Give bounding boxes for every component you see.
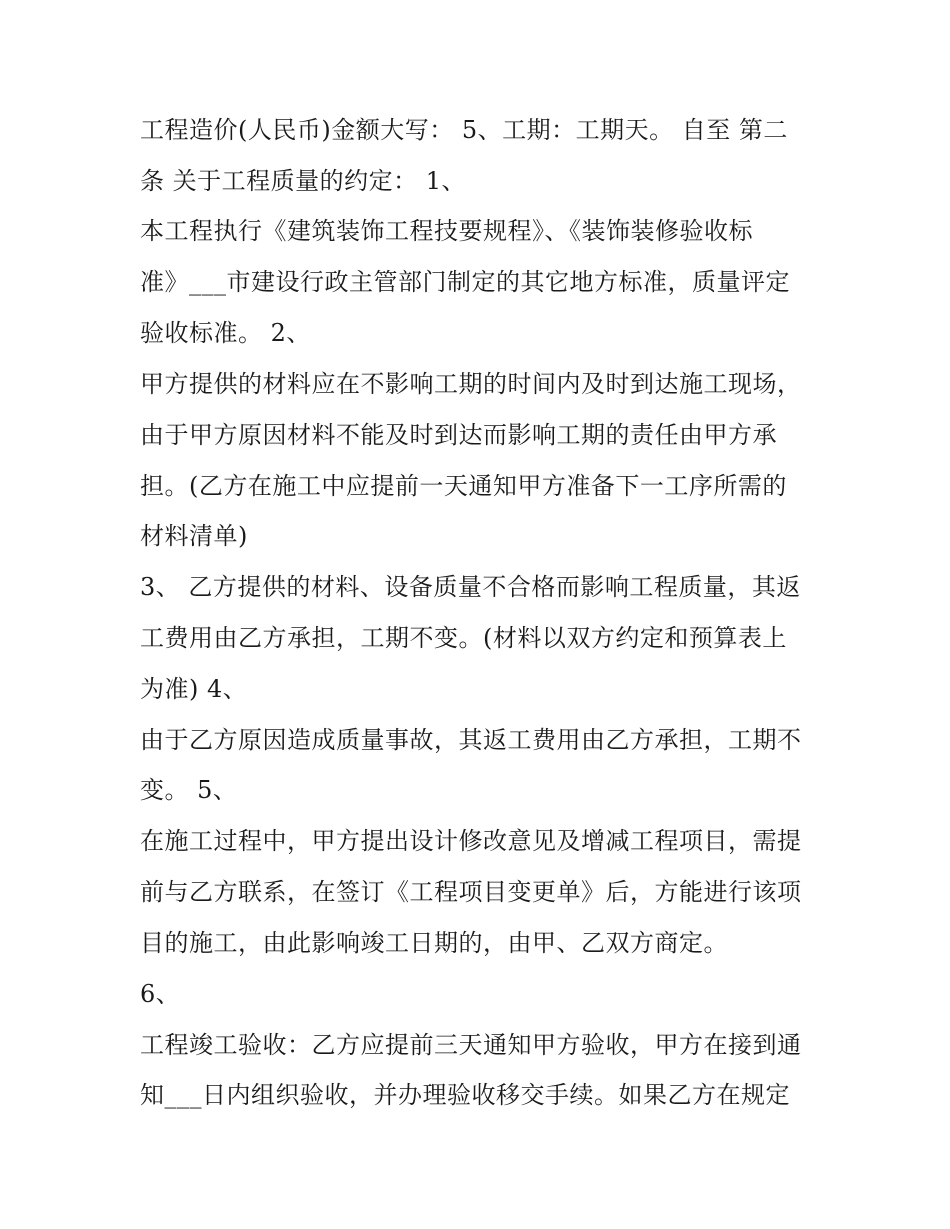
text-line: 为准) 4、 (140, 675, 248, 703)
text-line: 甲方提供的材料应在不影响工期的时间内及时到达施工现场， (140, 370, 802, 398)
text-line: 工程竣工验收：乙方应提前三天通知甲方验收，甲方在接到通 (140, 1031, 802, 1059)
text-line: 验收标准。 2、 (140, 319, 311, 347)
text-line: 知___日内组织验收，并办理验收移交手续。如果乙方在规定 (140, 1081, 790, 1109)
text-line: 目的施工，由此影响竣工日期的，由甲、乙双方商定。 (140, 929, 728, 957)
text-line: 3、 乙方提供的材料、设备质量不合格而影响工程质量，其返 (140, 573, 801, 601)
text-line: 在施工过程中，甲方提出设计修改意见及增减工程项目，需提 (140, 827, 802, 855)
text-line: 由于乙方原因造成质量事故，其返工费用由乙方承担，工期不 (140, 726, 802, 754)
text-line: 6、 (140, 980, 181, 1008)
text-line: 条 关于工程质量的约定： 1、 (140, 167, 467, 195)
text-line: 担。(乙方在施工中应提前一天通知甲方准备下一工序所需的 (140, 472, 787, 500)
text-line: 本工程执行《建筑装饰工程技要规程》、《装饰装修验收标 (140, 217, 753, 245)
text-line: 材料清单) (140, 522, 248, 550)
text-line: 前与乙方联系，在签订《工程项目变更单》后，方能进行该项 (140, 878, 802, 906)
text-line: 变。 5、 (140, 776, 238, 804)
text-line: 由于甲方原因材料不能及时到达而影响工期的责任由甲方承 (140, 421, 777, 449)
text-line: 工费用由乙方承担，工期不变。(材料以双方约定和预算表上 (140, 624, 787, 652)
text-line: 工程造价(人民币)金额大写： 5、工期：工期天。 自至 第二 (140, 116, 788, 144)
text-line: 准》___市建设行政主管部门制定的其它地方标准，质量评定 (140, 268, 790, 296)
